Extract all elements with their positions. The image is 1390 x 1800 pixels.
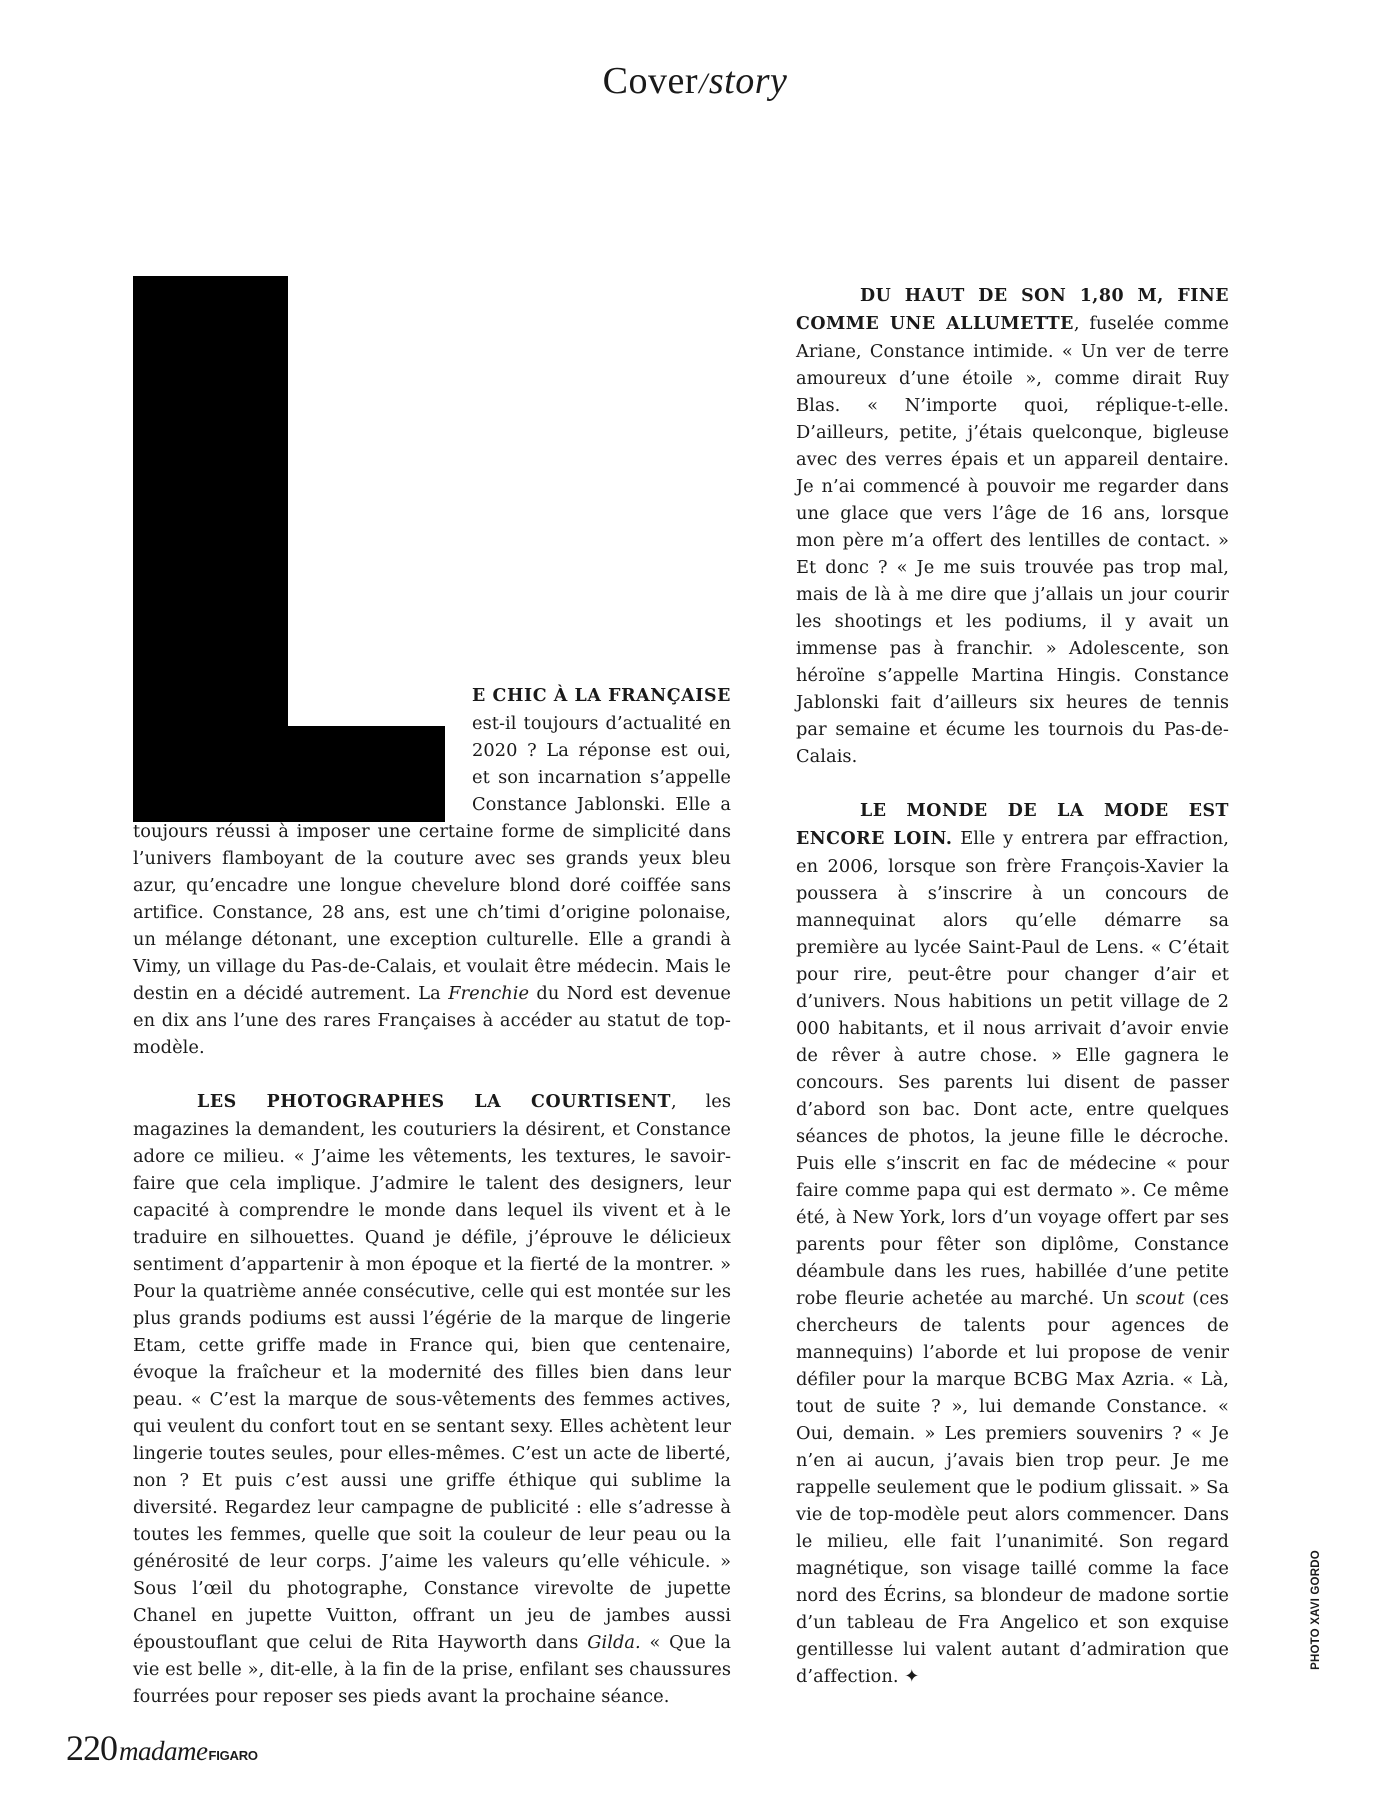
paragraph-photographes-text-a: , les magazines la demandent, les couturiers la désirent, et Constance adore ce milieu. « J’aime les vêtements, les textures, le savoir-faire que cela implique. J’admire le talent des designers, leur capacité à comprendre le monde dans lequel ils vivent et à le traduire en silhouettes. Quand je défile, j’éprouve le délicieux sentiment d’appartenir à mon époque et la fierté de la montrer. » Pour la quatrième année consécutive, celle qui est montée sur les plus grands podiums est aussi l’égérie de la marque de lingerie Etam, cette griffe made in France qui, bien que centenaire, évoque la fraîcheur et la modernité des filles bien dans leur peau. « C’est la marque de sous-vêtements des femmes actives, qui veulent du confort tout en se sentant sexy. Elles achètent leur lingerie toutes seules, pour elles-mêmes. C’est un acte de liberté, non ? Et puis c’est aussi une griffe éthique qui sublime la diversité. Regardez leur campagne de publicité : elle s’adresse à toutes les femmes, quelle que soit la couleur de leur peau ou la générosité de leur corps. J’aime les valeurs qu’elle véhicule. » Sous l’œil du photographe, Constance virevolte de jupette Chanel en jupette Vuitton, offrant un jeu de jambes aussi époustouflant que celui de Rita Hayworth dans: [133, 1091, 732, 1653]
end-mark-icon: ✦: [898, 1666, 920, 1687]
page-footer: [66, 1730, 258, 1774]
paragraph-intro-lead: E CHIC À LA FRANÇAISE: [472, 686, 732, 706]
paragraph-photographes-italic: Gilda.: [587, 1632, 641, 1653]
page-number: 220: [66, 1728, 117, 1768]
paragraph-intro-text-a: est-il toujours d’actualité en 2020 ? La réponse est oui, et son incarnation s’appelle Constance Jablonski. Elle a toujours réussi à imposer une certaine forme de simplicité dans l’univers flamboyant de la couture avec ses grands yeux bleu azur, qu’encadre une longue chevelure blond doré coiffée sans artifice. Constance, 28 ans, est une ch’timi d’origine polonaise, un mélange détonant, une exception culturelle. Elle a grandi à Vimy, un village du Pas-de-Calais, et voulait être médecin. Mais le destin en a décidé autrement. La: [133, 713, 731, 1004]
paragraph-monde-text-b: (ces chercheurs de talents pour agences de mannequins) l’aborde et lui propose de venir défiler pour la marque BCBG Max Azria. « Là, tout de suite ? », lui demande Constance. « Oui, demain. » Les premiers souvenirs ? « Je n’en ai aucun, j’avais bien trop peur. Je me rappelle seulement que le podium glissait. » Sa vie de top-modèle peut alors commencer. Dans le milieu, elle fait l’unanimité. Son regard magnétique, son visage taillé comme la face nord des Écrins, sa blondeur de madone sortie d’un tableau de Fra Angelico et son exquise gentillesse lui valent autant d’admiration que d’affection.: [796, 1288, 1229, 1687]
header-story: story: [708, 60, 788, 102]
column-right: [796, 282, 1229, 1690]
paragraph-monde-lead: LE MONDE DE LA MODE EST ENCORE LOIN.: [796, 801, 1229, 849]
section-header: [0, 62, 1390, 100]
header-cover: Cover: [602, 60, 699, 102]
photo-credit: [1307, 1530, 1325, 1690]
brand-madame: madame: [119, 1736, 208, 1766]
paragraph-photographes: [133, 1088, 731, 1710]
paragraph-haut-lead: DU HAUT DE SON 1,80 M, FINE COMME UNE ALLUMETTE: [796, 286, 1229, 334]
brand-figaro: FIGARO: [208, 1748, 258, 1763]
paragraph-monde-text-a: Elle y entrera par effraction, en 2006, lorsque son frère François-Xavier la poussera à s’inscrire à un concours de mannequinat alors qu’elle démarre sa première au lycée Saint-Paul de Lens. « C’était pour rire, peut-être pour changer d’air et d’univers. Nous habitions un petit village de 2 000 habitants, et il nous arrivait d’avoir envie de rêver à autre chose. » Elle gagnera le concours. Ses parents lui disent de passer d’abord son bac. Dont acte, entre quelques séances de photos, la jeune fille le décroche. Puis elle s’inscrit en fac de médecine « pour faire comme papa qui est dermato ». Ce même été, à New York, lors d’un voyage offert par ses parents pour fêter son diplôme, Constance déambule dans les rues, habillée d’une petite robe fleurie achetée au marché. Un: [796, 828, 1229, 1309]
paragraph-monde: [796, 797, 1229, 1690]
paragraph-haut: [796, 282, 1229, 770]
paragraph-intro-text-b: du Nord est devenue en dix ans l’une des rares Françaises à accéder au statut de top-modèle.: [133, 983, 731, 1058]
column-left: [133, 682, 731, 1710]
paragraph-monde-italic: scout: [1135, 1288, 1185, 1309]
paragraph-photographes-text-b: « Que la vie est belle », dit-elle, à la fin de la prise, enfilant ses chaussures fourrées pour reposer ses pieds avant la prochaine séance.: [133, 1632, 731, 1707]
header-slash: /: [699, 67, 708, 100]
paragraph-photographes-lead: LES PHOTOGRAPHES LA COURTISENT: [197, 1092, 672, 1112]
drop-cap-spacer: [133, 682, 472, 817]
photo-credit-text: PHOTO XAVI GORDO: [1310, 1550, 1322, 1670]
paragraph-intro-italic: Frenchie: [448, 983, 530, 1004]
paragraph-haut-text: , fuselée comme Ariane, Constance intimide. « Un ver de terre amoureux d’une étoile », comme dirait Ruy Blas. « N’importe quoi, réplique-t-elle. D’ailleurs, petite, j’étais quelconque, bigleuse avec des verres épais et un appareil dentaire. Je n’ai commencé à pouvoir me regarder dans une glace que vers l’âge de 16 ans, lorsque mon père m’a offert des lentilles de contact. » Et donc ? « Je me suis trouvée pas trop mal, mais de là à me dire que j’allais un jour courir les shootings et les podiums, il y avait un immense pas à franchir. » Adolescente, son héroïne s’appelle Martina Hingis. Constance Jablonski fait d’ailleurs six heures de tennis par semaine et écume les tournois du Pas-de-Calais.: [796, 313, 1230, 767]
